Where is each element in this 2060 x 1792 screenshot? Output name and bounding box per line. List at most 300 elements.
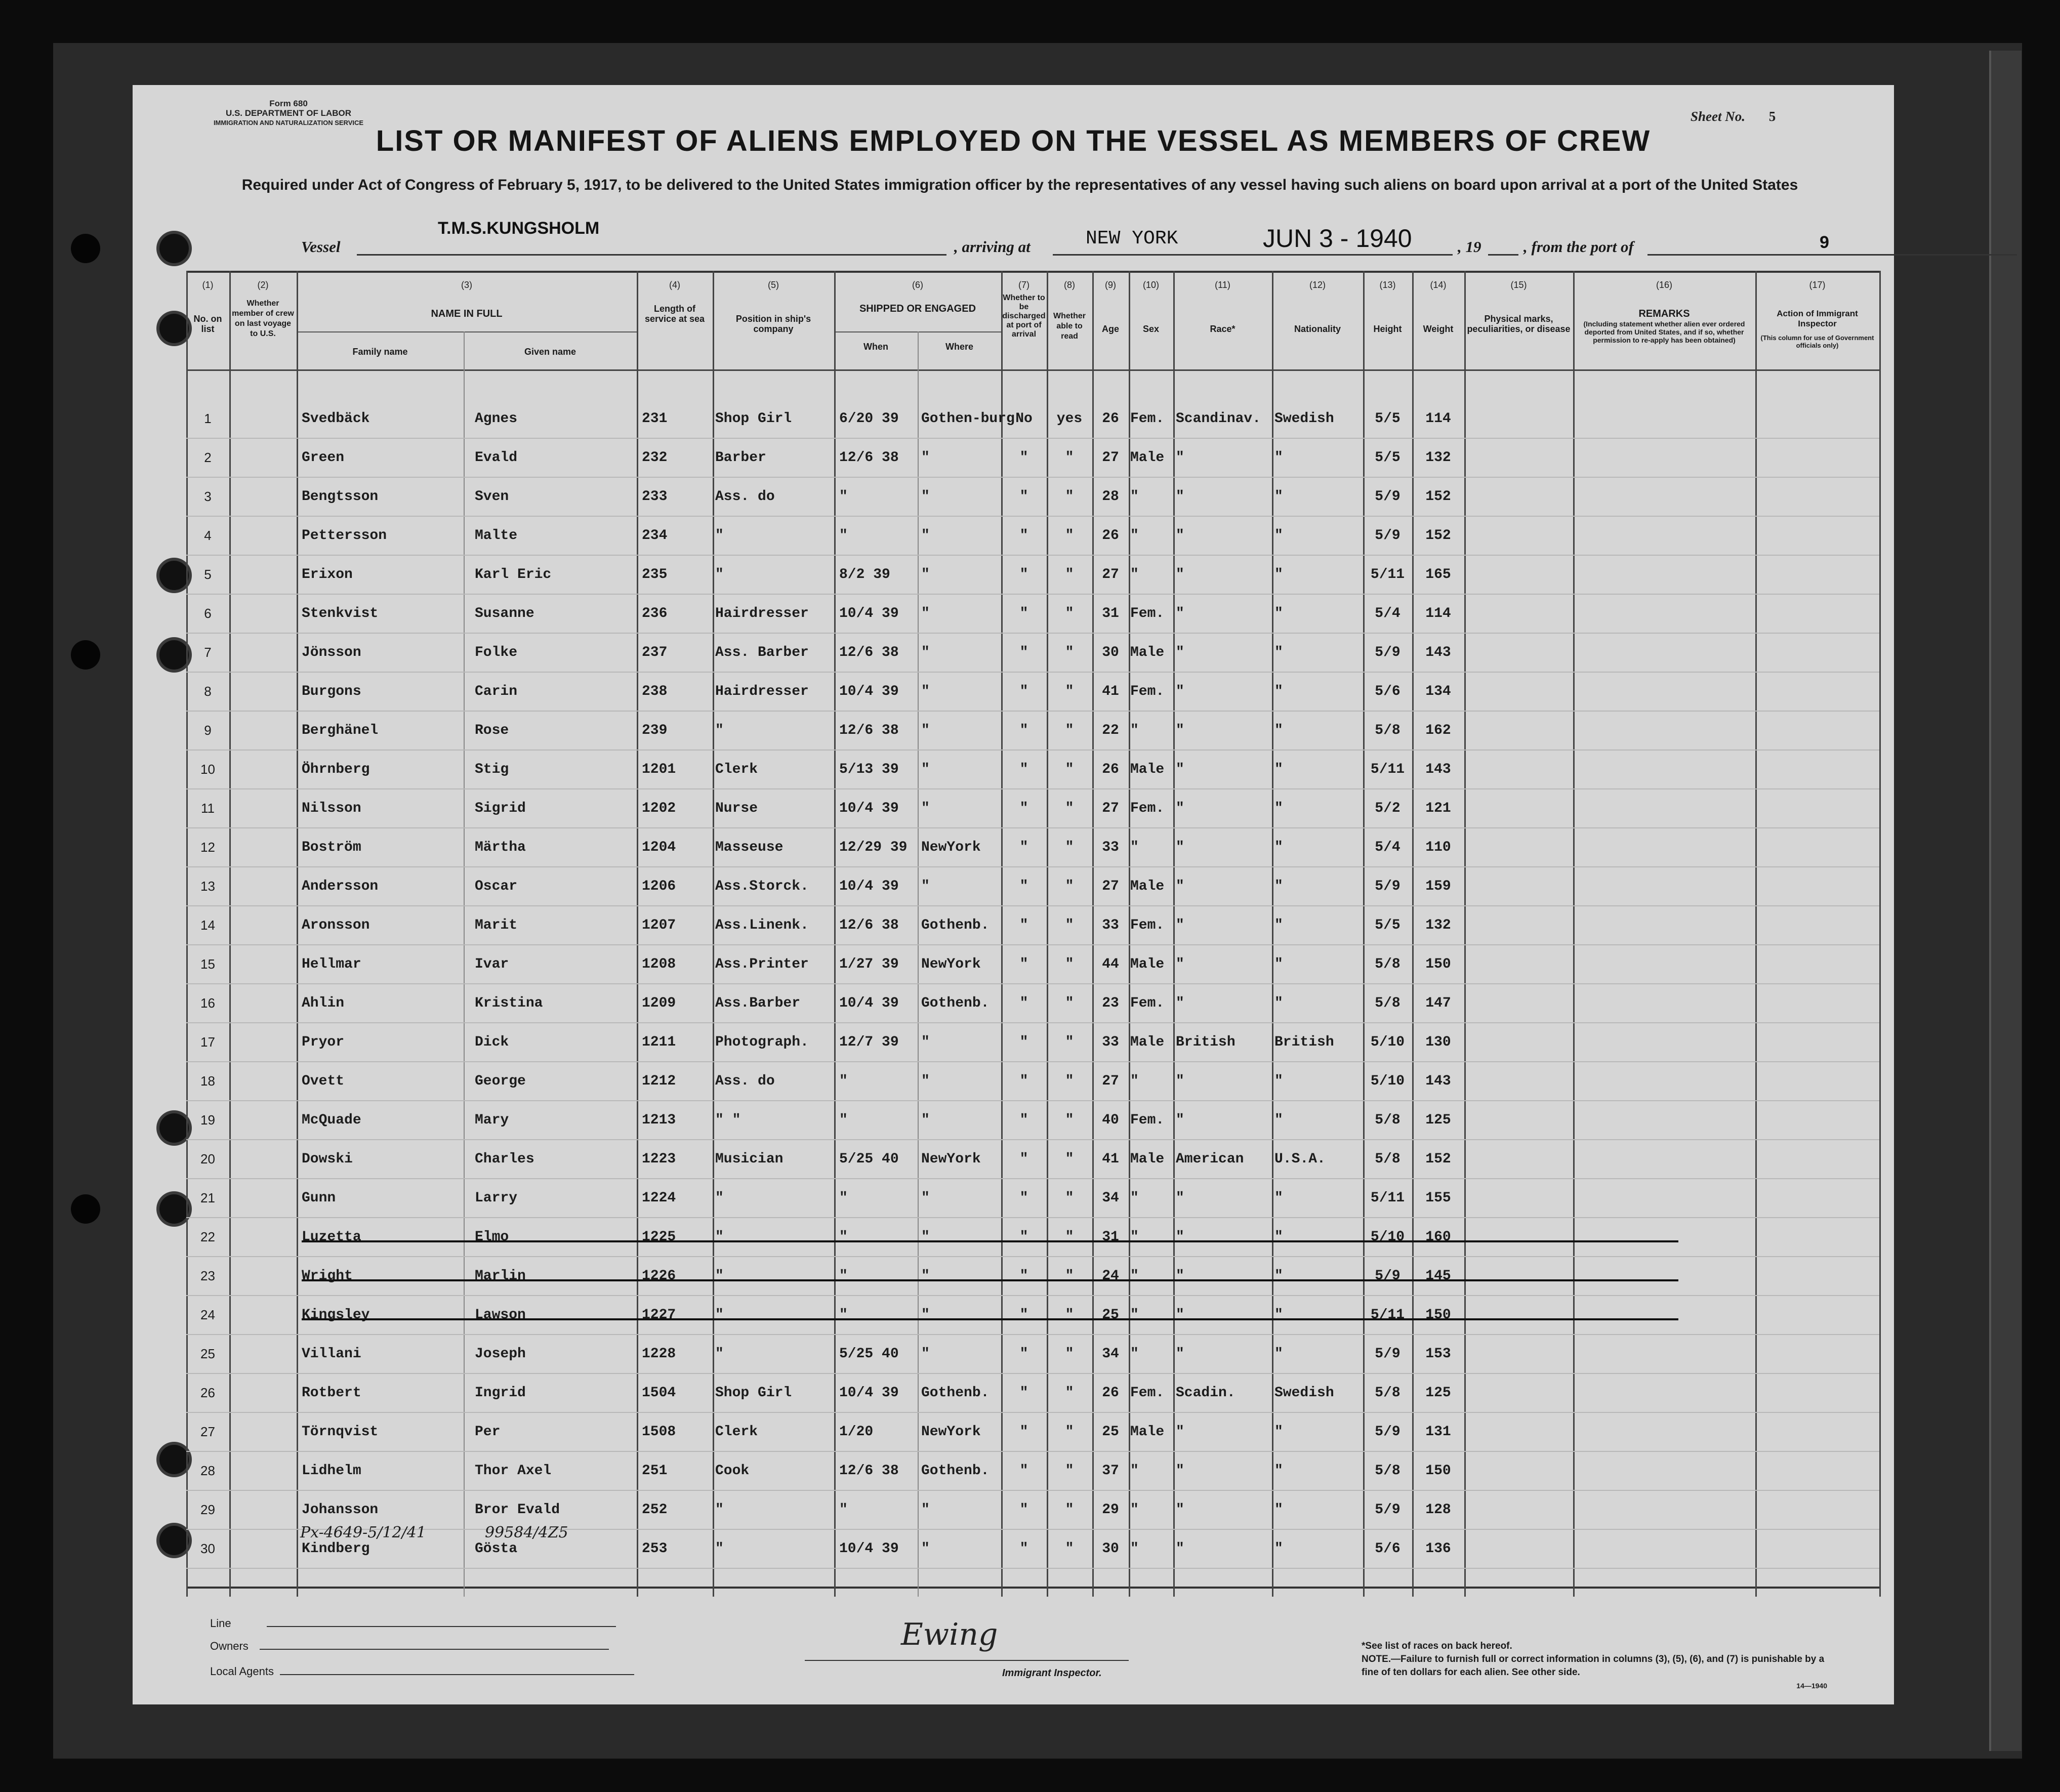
cell-sex: " <box>1130 1502 1139 1518</box>
cell-when: 12/29 39 <box>839 840 908 855</box>
cell-given: Oscar <box>475 879 518 894</box>
cell-no: 5 <box>204 567 212 582</box>
cell-family: Erixon <box>302 567 353 582</box>
cell-sex: Fem. <box>1130 995 1165 1011</box>
header-last-voyage: Whether member of crew on last voyage to U.S. <box>232 299 294 338</box>
header-nationality: Nationality <box>1294 324 1341 334</box>
cell-discharged: " <box>1019 1112 1028 1128</box>
cell-family: Hellmar <box>302 956 361 972</box>
cell-nationality: " <box>1274 1541 1283 1557</box>
cell-where: " <box>921 1307 930 1323</box>
arriving-underline <box>1053 254 1453 256</box>
cell-given: Mary <box>475 1112 509 1128</box>
cell-no: 18 <box>200 1073 215 1089</box>
cell-position: " " <box>715 1112 741 1128</box>
cell-when: 10/4 39 <box>839 879 899 894</box>
cell-when: 1/27 39 <box>839 956 899 972</box>
cell-discharged: " <box>1019 1385 1028 1401</box>
cell-height: 5/10 <box>1370 1034 1405 1050</box>
cell-race: " <box>1176 918 1184 933</box>
year-underline <box>1488 254 1518 256</box>
cell-age: 22 <box>1102 723 1119 738</box>
cell-where: " <box>921 879 930 894</box>
cell-discharged: " <box>1019 879 1028 894</box>
cell-no: 27 <box>200 1424 215 1439</box>
row-rule <box>186 633 1879 634</box>
cell-weight: 125 <box>1425 1112 1451 1128</box>
cell-when: 10/4 39 <box>839 606 899 621</box>
cell-position: Ass. do <box>715 1073 775 1089</box>
header-height: Height <box>1373 324 1402 334</box>
cell-age: 27 <box>1102 450 1119 466</box>
header-remarks: REMARKS <box>1638 308 1690 319</box>
cell-when: 10/4 39 <box>839 1385 899 1401</box>
cell-sex: " <box>1130 1346 1139 1362</box>
col-number: (7) <box>1018 280 1029 290</box>
binder-hole <box>159 314 189 343</box>
cell-age: 34 <box>1102 1190 1119 1206</box>
cell-position: Shop Girl <box>715 1385 792 1401</box>
cell-age: 23 <box>1102 995 1119 1011</box>
cell-when: " <box>839 1502 848 1518</box>
cell-race: " <box>1176 1112 1184 1128</box>
row-rule <box>186 1568 1879 1569</box>
cell-sex: " <box>1130 1229 1139 1245</box>
cell-read: " <box>1065 1268 1074 1284</box>
row-rule <box>186 866 1879 867</box>
cell-when: " <box>839 1229 848 1245</box>
table-top-border <box>186 271 1879 273</box>
cell-service: 252 <box>642 1502 668 1518</box>
col-border <box>1272 271 1273 1597</box>
row-rule <box>186 1139 1879 1140</box>
cell-family: Luzetta <box>302 1229 361 1245</box>
cell-when: 6/20 39 <box>839 411 899 427</box>
cell-age: 33 <box>1102 918 1119 933</box>
cell-read: " <box>1065 528 1074 544</box>
cell-weight: 114 <box>1425 606 1451 621</box>
cell-sex: " <box>1130 1541 1139 1557</box>
cell-race: " <box>1176 1346 1184 1362</box>
col-number: (10) <box>1142 280 1159 290</box>
inspector-label: Immigrant Inspector. <box>1002 1668 1102 1679</box>
cell-when: " <box>839 1073 848 1089</box>
binder-hole <box>159 1194 189 1224</box>
cell-position: " <box>715 1346 724 1362</box>
header-weight: Weight <box>1423 324 1454 334</box>
cell-service: 236 <box>642 606 668 621</box>
cell-position: Ass.Barber <box>715 995 801 1011</box>
footer-notes <box>1362 1640 1827 1692</box>
cell-height: 5/9 <box>1375 1424 1400 1440</box>
cell-given: Malte <box>475 528 518 544</box>
cell-nationality: " <box>1274 645 1283 660</box>
cell-weight: 114 <box>1425 411 1451 427</box>
cell-sex: Male <box>1130 1034 1165 1050</box>
cell-when: 10/4 39 <box>839 1541 899 1557</box>
cell-when: " <box>839 489 848 505</box>
row-rule <box>186 905 1879 906</box>
cell-where: " <box>921 1190 930 1206</box>
cell-read: " <box>1065 762 1074 777</box>
cell-sex: " <box>1130 1073 1139 1089</box>
col-border <box>1573 271 1575 1597</box>
cell-sex: Male <box>1130 1151 1165 1167</box>
col-number: (8) <box>1064 280 1075 290</box>
owners-underline <box>260 1649 609 1650</box>
cell-height: 5/11 <box>1370 1307 1405 1323</box>
cell-where: Gothenb. <box>921 1463 990 1479</box>
cell-nationality: " <box>1274 450 1283 466</box>
cell-given: Kristina <box>475 995 543 1011</box>
cell-position: " <box>715 1541 724 1557</box>
cell-service: 1201 <box>642 762 676 777</box>
cell-sex: Male <box>1130 879 1165 894</box>
cell-discharged: " <box>1019 1541 1028 1557</box>
header-bottom-border <box>186 369 1879 371</box>
cell-nationality: Swedish <box>1274 1385 1334 1401</box>
cell-weight: 130 <box>1425 1034 1451 1050</box>
cell-age: 41 <box>1102 1151 1119 1167</box>
cell-height: 5/8 <box>1375 956 1400 972</box>
cell-where: " <box>921 1229 930 1245</box>
cell-service: 1209 <box>642 995 676 1011</box>
cell-weight: 147 <box>1425 995 1451 1011</box>
header-discharged: Whether to be discharged at port of arrival <box>1002 294 1046 339</box>
inspector-signature: Ewing <box>901 1617 998 1652</box>
vessel-label: Vessel <box>301 238 341 256</box>
cell-family: Aronsson <box>302 918 370 933</box>
row-rule <box>186 1295 1879 1296</box>
cell-sex: Male <box>1130 450 1165 466</box>
cell-nationality: " <box>1274 1268 1283 1284</box>
cell-age: 44 <box>1102 956 1119 972</box>
cell-discharged: No <box>1015 411 1033 427</box>
cell-height: 5/2 <box>1375 801 1400 816</box>
cell-service: 1202 <box>642 801 676 816</box>
arriving-label: , arriving at <box>954 238 1031 256</box>
page-mark: 9 <box>1820 233 1829 252</box>
cell-given: Per <box>475 1424 501 1440</box>
cell-nationality: " <box>1274 1112 1283 1128</box>
cell-nationality: British <box>1274 1034 1334 1050</box>
cell-where: " <box>921 645 930 660</box>
cell-family: Pettersson <box>302 528 387 544</box>
header-no-on-list: No. on list <box>193 314 222 334</box>
cell-age: 26 <box>1102 762 1119 777</box>
cell-when: " <box>839 1190 848 1206</box>
col-number: (14) <box>1430 280 1447 290</box>
cell-read: " <box>1065 1112 1074 1128</box>
cell-given: Thor Axel <box>475 1463 552 1479</box>
cell-age: 30 <box>1102 645 1119 660</box>
cell-sex: Male <box>1130 645 1165 660</box>
binder-hole <box>71 640 100 670</box>
owners-label: Owners <box>210 1640 249 1652</box>
cell-no: 11 <box>201 801 215 816</box>
cell-no: 7 <box>204 645 212 660</box>
cell-weight: 136 <box>1425 1541 1451 1557</box>
cell-service: 1211 <box>642 1034 676 1050</box>
cell-where: " <box>921 762 930 777</box>
row-rule <box>186 749 1879 751</box>
cell-when: 1/20 <box>839 1424 874 1440</box>
col-border <box>297 271 298 1597</box>
cell-sex: Fem. <box>1130 606 1165 621</box>
header-remarks-note: (Including statement whether alien ever ordered deported from United States, and if so, whether permission to re-apply has been obtained) <box>1583 320 1745 344</box>
binder-hole <box>159 561 189 590</box>
cell-weight: 162 <box>1425 723 1451 738</box>
cell-family: Rotbert <box>302 1385 361 1401</box>
cell-read: " <box>1065 450 1074 466</box>
cell-weight: 125 <box>1425 1385 1451 1401</box>
cell-weight: 152 <box>1425 528 1451 544</box>
cell-when: 10/4 39 <box>839 995 899 1011</box>
cell-sex: " <box>1130 1268 1139 1284</box>
cell-given: Sven <box>475 489 509 505</box>
cell-height: 5/10 <box>1370 1229 1405 1245</box>
cell-read: " <box>1065 1034 1074 1050</box>
cell-nationality: " <box>1274 1190 1283 1206</box>
cell-no: 22 <box>200 1229 215 1244</box>
cell-race: " <box>1176 528 1184 544</box>
cell-family: Dowski <box>302 1151 353 1167</box>
cell-race: " <box>1176 956 1184 972</box>
row-rule <box>186 1334 1879 1335</box>
cell-where: " <box>921 1112 930 1128</box>
cell-read: " <box>1065 918 1074 933</box>
cell-read: " <box>1065 840 1074 855</box>
cell-weight: 143 <box>1425 762 1451 777</box>
cell-age: 33 <box>1102 840 1119 855</box>
cell-read: " <box>1065 995 1074 1011</box>
col-number: (1) <box>202 280 214 290</box>
row-rule <box>186 1256 1879 1257</box>
cell-position: " <box>715 567 724 582</box>
col-number: (15) <box>1510 280 1527 290</box>
cell-given: Karl Eric <box>475 567 552 582</box>
vessel-underline <box>357 254 946 256</box>
vessel-name: T.M.S.KUNGSHOLM <box>438 219 600 238</box>
cell-weight: 153 <box>1425 1346 1451 1362</box>
cell-race: " <box>1176 762 1184 777</box>
cell-nationality: " <box>1274 684 1283 699</box>
cell-given: George <box>475 1073 526 1089</box>
cell-when: 5/13 39 <box>839 762 899 777</box>
cell-where: NewYork <box>921 1424 981 1440</box>
cell-nationality: " <box>1274 1307 1283 1323</box>
binder-hole <box>159 1113 189 1143</box>
cell-no: 14 <box>200 918 215 933</box>
cell-position: Musician <box>715 1151 784 1167</box>
cell-nationality: " <box>1274 1229 1283 1245</box>
cell-no: 6 <box>204 606 212 621</box>
cell-given: Evald <box>475 450 518 466</box>
cell-discharged: " <box>1019 1229 1028 1245</box>
cell-weight: 128 <box>1425 1502 1451 1518</box>
cell-given: Rose <box>475 723 509 738</box>
cell-discharged: " <box>1019 1190 1028 1206</box>
cell-service: 233 <box>642 489 668 505</box>
cell-position: Photograph. <box>715 1034 809 1050</box>
from-port-underline <box>1647 254 2017 256</box>
cell-nationality: " <box>1274 840 1283 855</box>
cell-when: " <box>839 528 848 544</box>
cell-given: Marit <box>475 918 518 933</box>
cell-read: " <box>1065 1190 1074 1206</box>
cell-nationality: " <box>1274 762 1283 777</box>
cell-height: 5/11 <box>1370 1190 1405 1206</box>
cell-service: 1204 <box>642 840 676 855</box>
cell-read: " <box>1065 956 1074 972</box>
cell-sex: Male <box>1130 762 1165 777</box>
row-rule <box>186 438 1879 439</box>
cell-race: British <box>1176 1034 1235 1050</box>
cell-nationality: " <box>1274 1073 1283 1089</box>
cell-nationality: " <box>1274 879 1283 894</box>
row-rule <box>186 1529 1879 1530</box>
cell-race: " <box>1176 1268 1184 1284</box>
row-rule <box>186 1061 1879 1062</box>
cell-read: " <box>1065 1502 1074 1518</box>
cell-service: 1212 <box>642 1073 676 1089</box>
cell-race: " <box>1176 684 1184 699</box>
cell-no: 2 <box>204 450 212 465</box>
cell-family: Pryor <box>302 1034 345 1050</box>
cell-where: Gothen-burg <box>921 411 1015 427</box>
cell-nationality: " <box>1274 489 1283 505</box>
races-note: *See list of races on back hereof. <box>1362 1641 1512 1651</box>
cell-weight: 152 <box>1425 1151 1451 1167</box>
cell-read: " <box>1065 1541 1074 1557</box>
cell-sex: Fem. <box>1130 1112 1165 1128</box>
sheet-label: Sheet No. <box>1691 109 1745 124</box>
header-family-name: Family name <box>352 347 408 357</box>
cell-height: 5/5 <box>1375 411 1400 427</box>
cell-given: Joseph <box>475 1346 526 1362</box>
cell-family: Stenkvist <box>302 606 379 621</box>
cell-nationality: " <box>1274 567 1283 582</box>
form-code: 14—1940 <box>1796 1682 1827 1690</box>
cell-read: " <box>1065 1463 1074 1479</box>
cell-discharged: " <box>1019 995 1028 1011</box>
handwritten-annotation: Px-4649-5/12/41 <box>300 1524 426 1541</box>
cell-service: 1227 <box>642 1307 676 1323</box>
cell-sex: Fem. <box>1130 1385 1165 1401</box>
cell-no: 23 <box>200 1268 215 1283</box>
cell-when: 12/6 38 <box>839 723 899 738</box>
cell-race: " <box>1176 489 1184 505</box>
cell-where: Gothenb. <box>921 1385 990 1401</box>
footer-line-field <box>210 1617 616 1630</box>
binder-hole <box>71 1194 100 1224</box>
cell-race: " <box>1176 1463 1184 1479</box>
cell-age: 41 <box>1102 684 1119 699</box>
cell-service: 231 <box>642 411 668 427</box>
cell-no: 30 <box>200 1541 215 1556</box>
cell-sex: Male <box>1130 956 1165 972</box>
cell-no: 21 <box>200 1190 215 1205</box>
cell-nationality: " <box>1274 606 1283 621</box>
cell-race: " <box>1176 645 1184 660</box>
cell-given: Gösta <box>475 1541 518 1557</box>
cell-family: Gunn <box>302 1190 336 1206</box>
arriving-port: NEW YORK <box>1086 228 1178 249</box>
table-bottom-border <box>186 1587 1879 1589</box>
cell-weight: 165 <box>1425 567 1451 582</box>
cell-family: Nilsson <box>302 801 361 816</box>
year-label: , 19 <box>1458 238 1481 256</box>
header-name-in-full: NAME IN FULL <box>431 308 503 319</box>
cell-no: 24 <box>200 1307 215 1322</box>
cell-weight: 121 <box>1425 801 1451 816</box>
cell-weight: 143 <box>1425 645 1451 660</box>
cell-height: 5/9 <box>1375 879 1400 894</box>
cell-given: Dick <box>475 1034 509 1050</box>
cell-when: 12/7 39 <box>839 1034 899 1050</box>
cell-sex: Fem. <box>1130 801 1165 816</box>
col-border <box>713 271 714 1597</box>
cell-age: 25 <box>1102 1424 1119 1440</box>
cell-sex: " <box>1130 489 1139 505</box>
cell-age: 26 <box>1102 411 1119 427</box>
cell-weight: 145 <box>1425 1268 1451 1284</box>
cell-no: 19 <box>200 1112 215 1128</box>
cell-height: 5/4 <box>1375 840 1400 855</box>
from-port-label: , from the port of <box>1523 238 1634 256</box>
form-header-block <box>192 99 385 128</box>
header-inspector-note: (This column for use of Government officials only) <box>1760 334 1874 349</box>
cell-height: 5/9 <box>1375 489 1400 505</box>
col-border <box>918 331 919 1597</box>
col-border <box>1464 271 1466 1597</box>
cell-weight: 132 <box>1425 450 1451 466</box>
cell-given: Lawson <box>475 1307 526 1323</box>
cell-position: Ass.Printer <box>715 956 809 972</box>
cell-family: Ovett <box>302 1073 345 1089</box>
col-number: (2) <box>257 280 269 290</box>
cell-position: " <box>715 1229 724 1245</box>
cell-position: Clerk <box>715 762 758 777</box>
sheet-value: 5 <box>1768 109 1776 124</box>
cell-height: 5/9 <box>1375 1268 1400 1284</box>
cell-height: 5/8 <box>1375 723 1400 738</box>
cell-where: " <box>921 1502 930 1518</box>
cell-age: 29 <box>1102 1502 1119 1518</box>
col-number: (16) <box>1656 280 1672 290</box>
cell-race: Scandinav. <box>1176 411 1261 427</box>
row-rule <box>186 827 1879 828</box>
cell-age: 28 <box>1102 489 1119 505</box>
footer-agents-field <box>210 1665 634 1678</box>
cell-sex: " <box>1130 723 1139 738</box>
cell-sex: Male <box>1130 1424 1165 1440</box>
cell-no: 8 <box>204 684 212 699</box>
cell-no: 10 <box>200 762 215 777</box>
cell-family: Green <box>302 450 345 466</box>
agents-label: Local Agents <box>210 1665 274 1678</box>
cell-no: 16 <box>200 995 215 1011</box>
cell-position: " <box>715 1190 724 1206</box>
cell-service: 1508 <box>642 1424 676 1440</box>
cell-nationality: " <box>1274 995 1283 1011</box>
cell-weight: 150 <box>1425 1463 1451 1479</box>
cell-nationality: " <box>1274 956 1283 972</box>
cell-discharged: " <box>1019 1502 1028 1518</box>
cell-where: NewYork <box>921 840 981 855</box>
strike-through-line <box>302 1240 1678 1242</box>
cell-service: 251 <box>642 1463 668 1479</box>
